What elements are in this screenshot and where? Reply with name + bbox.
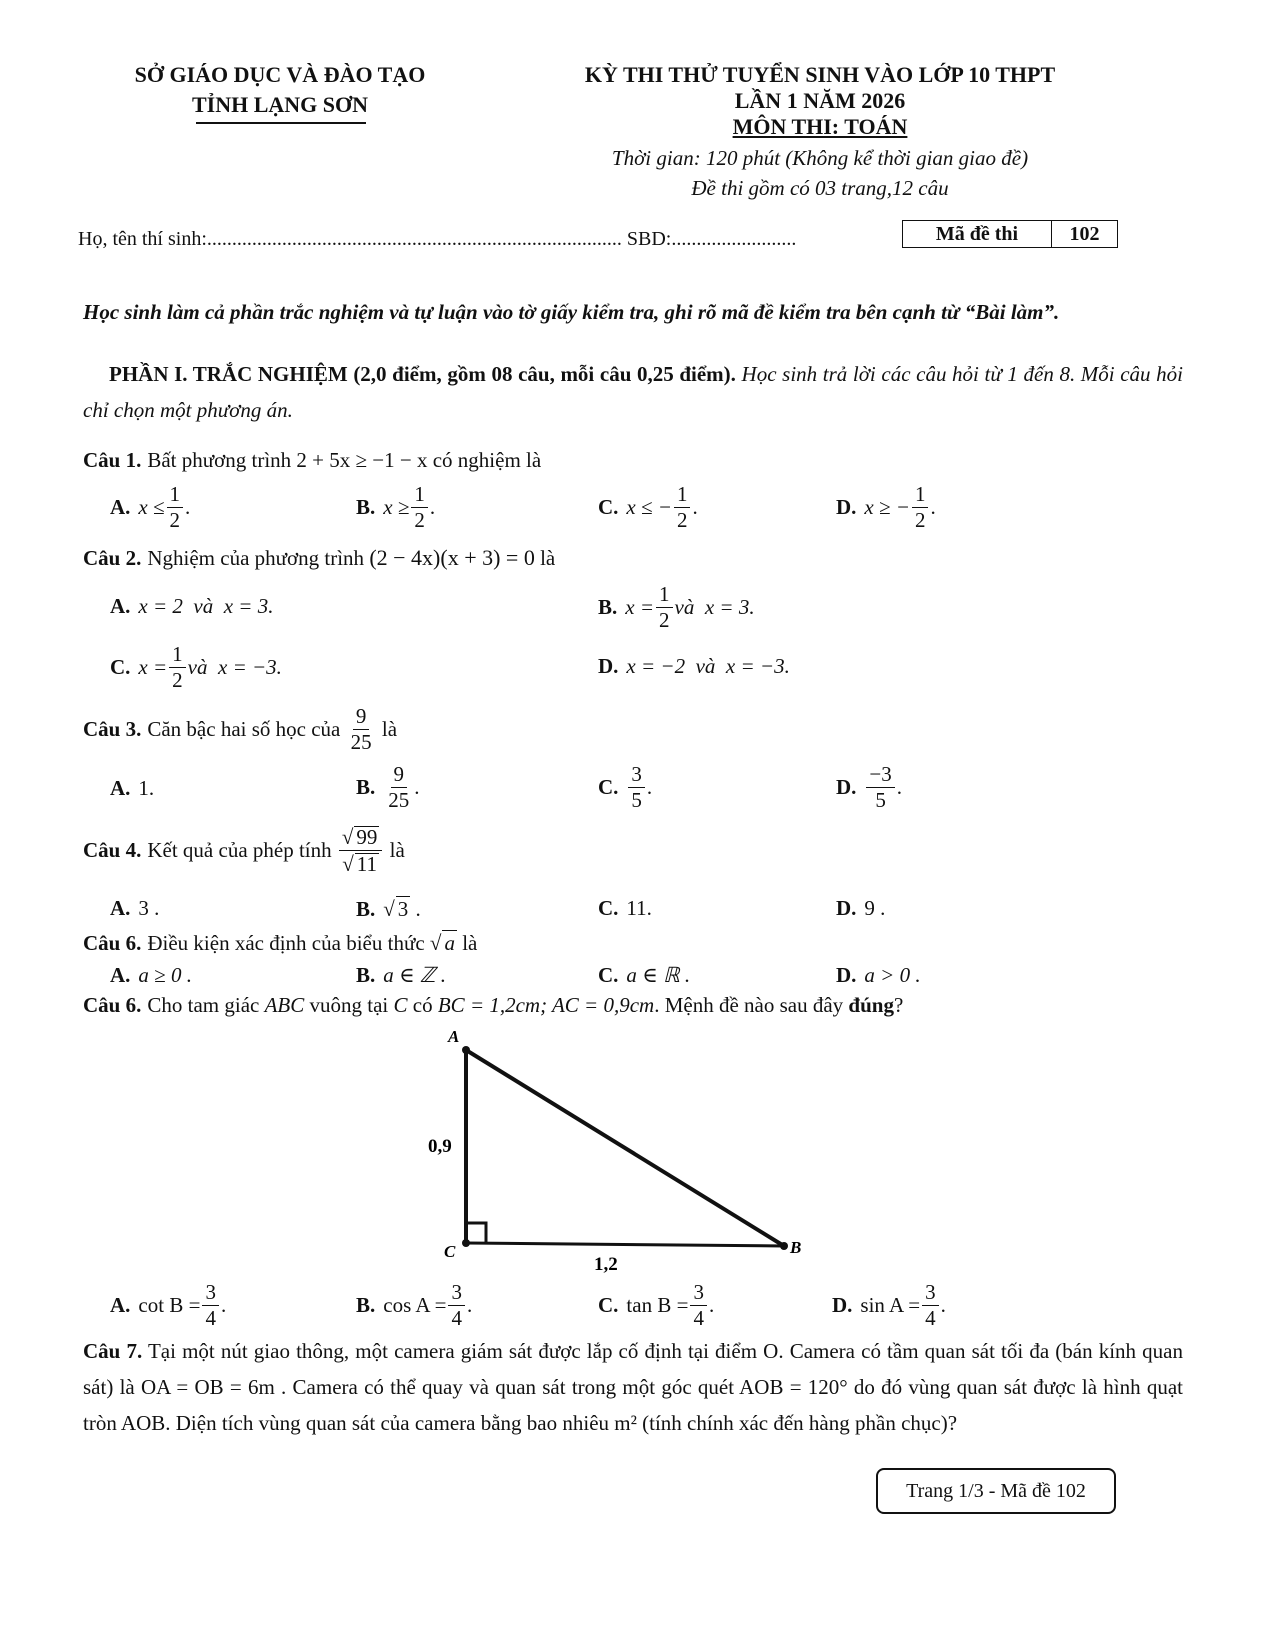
question-4: [83, 826, 405, 875]
option-label: C.: [598, 896, 619, 920]
option-pre: x =: [625, 595, 655, 619]
option-label: A.: [110, 896, 131, 920]
q3-option-c[interactable]: C. $\frac{3}{5}$ .: [598, 762, 653, 812]
q4-option-b[interactable]: B. √ 3 .: [356, 896, 421, 921]
denominator: 4: [451, 1306, 462, 1330]
question-tail: là: [462, 930, 478, 955]
denominator: 4: [205, 1306, 216, 1330]
name-field[interactable]: ...................................................................................: [206, 228, 622, 250]
question-expr: 2 + 5x ≥ −1 − x: [296, 448, 428, 472]
option-label: B.: [356, 775, 376, 799]
label-ac-length: 0,9: [428, 1136, 452, 1157]
q4-option-a[interactable]: [110, 896, 159, 921]
option-fn: tan B =: [626, 1293, 689, 1317]
q4-option-c[interactable]: [598, 896, 652, 921]
numerator: 9: [391, 764, 408, 788]
denominator: 2: [169, 508, 181, 532]
label-b: B: [790, 1238, 802, 1257]
denominator: 2: [914, 508, 926, 532]
part1-note: Học sinh trả lời các câu hỏi từ 1 đến 8. Mỗi câu hỏi chỉ chọn một phương án.: [83, 362, 1184, 422]
question-text: vuông tại: [309, 993, 389, 1017]
option-label: A.: [110, 776, 131, 800]
numerator: 3: [628, 764, 645, 788]
option-label: C.: [598, 963, 619, 987]
denominator: √ 11: [342, 852, 378, 876]
question-text: Nghiệm của phương trình: [147, 545, 365, 570]
numerator: √ 99: [339, 826, 383, 851]
option-post: và x = 3.: [674, 595, 755, 619]
option-text: 9 .: [864, 896, 886, 920]
numerator: 1: [912, 484, 929, 508]
numerator: 1: [169, 644, 186, 668]
side-ab: [466, 1050, 784, 1246]
q1-option-d[interactable]: D. x ≥ − $\frac{1}{2}$ .: [836, 482, 936, 532]
denominator: 2: [172, 668, 183, 692]
question-text: Bất phương trình: [147, 448, 292, 472]
question-text: Điều kiện xác định của biểu thức: [147, 930, 425, 955]
radicand: 3: [397, 897, 409, 921]
exam-code-label: Mã đề thi: [903, 221, 1052, 247]
q6-option-c[interactable]: C. tan B = $\frac{3}{4}$ .: [598, 1280, 715, 1330]
vertex-name: C: [393, 993, 408, 1017]
question-number: Câu 4.: [83, 838, 142, 862]
option-label: D.: [832, 1293, 853, 1317]
numerator: −3: [866, 764, 894, 788]
option-label: D.: [836, 896, 857, 920]
option-pre: x =: [138, 655, 168, 679]
question-tail: là: [540, 545, 556, 570]
question-5: Câu 6. Điều kiện xác định của biểu thức √ a là: [83, 930, 478, 955]
option-rel: x ≤ −: [626, 495, 672, 519]
fraction: [385, 764, 412, 811]
question-1: [83, 448, 541, 473]
option-label: D.: [836, 963, 857, 987]
fraction: [339, 826, 383, 875]
option-label: B.: [598, 595, 618, 619]
q3-option-d[interactable]: D. $\frac{-3}{5}$ .: [836, 762, 903, 812]
fraction: [690, 1282, 707, 1329]
point-b: [780, 1242, 788, 1250]
q1-option-a[interactable]: A. x ≤ $\frac{1}{2}$ .: [110, 482, 191, 532]
q2-option-d[interactable]: [598, 654, 790, 679]
q6-option-d[interactable]: D. sin A = $\frac{3}{4}$ .: [832, 1280, 946, 1330]
option-text: a ∈ ℤ .: [383, 963, 446, 987]
exam-round: LẦN 1 NĂM 2026: [734, 88, 906, 113]
instructions: Học sinh làm cả phần trắc nghiệm và tự luận vào tờ giấy kiểm tra, ghi rõ mã đề kiểm tra bên cạnh từ “Bài làm”.: [83, 300, 1060, 324]
fraction: [411, 484, 428, 531]
page-footer: Trang 1/3 - Mã đề 102: [876, 1468, 1116, 1514]
label-a: A: [448, 1027, 460, 1046]
option-text: x = 2 và x = 3.: [138, 594, 274, 618]
option-label: C.: [598, 495, 619, 519]
numerator: 1: [167, 484, 184, 508]
option-label: A.: [110, 594, 131, 618]
denominator: 2: [659, 608, 670, 632]
fraction: [448, 1282, 465, 1329]
option-label: B.: [356, 896, 376, 921]
numerator: 3: [448, 1282, 465, 1306]
numerator: 3: [202, 1282, 219, 1306]
option-label: D.: [836, 495, 857, 519]
point-a: [462, 1046, 470, 1054]
q6-option-a[interactable]: A. cot B = $\frac{3}{4}$ .: [110, 1280, 227, 1330]
denominator: 4: [925, 1306, 936, 1330]
denominator: 4: [693, 1306, 704, 1330]
exam-code-box: [902, 220, 1118, 248]
q2-option-a[interactable]: [110, 594, 273, 619]
option-label: C.: [598, 1293, 619, 1317]
numerator: 3: [690, 1282, 707, 1306]
denominator: 2: [676, 508, 688, 532]
question-3: [83, 706, 397, 753]
q1-option-b[interactable]: B. x ≥ $\frac{1}{2}$ .: [356, 482, 436, 532]
point-c: [462, 1239, 470, 1247]
q3-option-b[interactable]: B. $\frac{9}{25}$ .: [356, 762, 420, 812]
numerator: 3: [922, 1282, 939, 1306]
fraction: [866, 764, 894, 811]
option-rel: x ≥: [383, 495, 410, 519]
option-text: 11.: [626, 896, 652, 920]
exam-subject: [520, 114, 1120, 140]
question-tail: là: [381, 717, 398, 741]
question-tail: là: [389, 838, 405, 862]
fraction: [169, 644, 186, 691]
option-rel: x ≤: [138, 495, 165, 519]
radicand: a: [444, 931, 455, 955]
q6-option-b[interactable]: B. cos A = $\frac{3}{4}$ .: [356, 1280, 473, 1330]
option-label: A.: [110, 963, 131, 987]
q3-option-a[interactable]: [110, 776, 154, 801]
fraction: [628, 764, 645, 811]
q2-option-b[interactable]: [598, 584, 755, 631]
sbd-field[interactable]: .........................: [671, 228, 797, 250]
fraction: [656, 584, 673, 631]
part1-heading: [83, 356, 1183, 428]
option-label: D.: [598, 654, 619, 678]
q5-option-c[interactable]: [598, 963, 690, 988]
q5-option-a[interactable]: [110, 963, 192, 988]
option-text: a ≥ 0 .: [138, 963, 192, 987]
q1-option-c[interactable]: C. x ≤ − $\frac{1}{2}$ .: [598, 482, 698, 532]
label-c: C: [444, 1242, 456, 1261]
question-number: Câu 3.: [83, 717, 142, 741]
province-name: TỈNH LẠNG SƠN: [191, 92, 369, 117]
question-2: [83, 545, 555, 571]
q5-option-d[interactable]: [836, 963, 921, 988]
fraction: [674, 484, 691, 531]
exam-code-value: 102: [1069, 223, 1100, 245]
denominator: 25: [350, 730, 372, 754]
option-fn: cos A =: [383, 1293, 447, 1317]
exam-title: KỲ THI THỬ TUYỂN SINH VÀO LỚP 10 THPT: [584, 62, 1056, 87]
header-underline: [196, 122, 366, 124]
question-emphasis: đúng: [848, 993, 894, 1017]
option-label: B.: [356, 963, 376, 987]
question-expr: (2 − 4x)(x + 3) = 0: [369, 545, 535, 570]
option-fn: cot B =: [138, 1293, 201, 1317]
option-text: 3 .: [138, 896, 160, 920]
option-post: và x = −3.: [187, 655, 282, 679]
question-text: Căn bậc hai số học của: [147, 717, 341, 741]
option-label: C.: [598, 775, 619, 799]
sbd-label: SBD:: [626, 228, 672, 250]
option-rel: x ≥ −: [864, 495, 910, 519]
question-number: Câu 6.: [83, 930, 142, 955]
question-mark: ?: [893, 993, 904, 1017]
triangle-figure: [400, 1020, 840, 1290]
option-label: A.: [110, 495, 131, 519]
option-text: a ∈ ℝ .: [626, 963, 691, 987]
denominator: 2: [414, 508, 425, 532]
fraction: [348, 706, 375, 753]
subject-text: MÔN THI: TOÁN: [732, 114, 908, 139]
triangle-name: ABC: [264, 993, 305, 1017]
fraction: [912, 484, 929, 531]
denominator: 5: [631, 788, 642, 812]
radicand: 11: [356, 852, 378, 876]
question-number: Câu 1.: [83, 448, 142, 472]
question-number: Câu 2.: [83, 545, 142, 570]
question-text: . Mệnh đề nào sau đây: [654, 993, 844, 1017]
numerator: 1: [674, 484, 691, 508]
question-text: Tại một nút giao thông, một camera giám sát được lắp cố định tại điểm O. Camera có tầm quan sát tối đa (bán kính quan sát) là OA = OB = 6m . Camera có thể quay và quan sát trong một góc quét AOB = 120° do đó vùng quan sát được là hình quạt tròn AOB. Diện tích vùng quan sát của camera bằng bao nhiêu m² (tính chính xác đến hàng phần chục)?: [83, 1339, 1183, 1435]
exam-time: Thời gian: 120 phút (Không kể thời gian giao đề): [611, 146, 1029, 170]
numerator: 9: [353, 706, 370, 730]
option-text: 1.: [138, 776, 155, 800]
fraction: [202, 1282, 219, 1329]
department-name: SỞ GIÁO DỤC VÀ ĐÀO TẠO: [134, 62, 426, 87]
question-text: có: [412, 993, 433, 1017]
right-angle-mark: [466, 1223, 486, 1243]
question-6: [83, 993, 903, 1018]
question-text: Kết quả của phép tính: [147, 838, 332, 862]
numerator: 1: [656, 584, 673, 608]
q5-option-b[interactable]: [356, 963, 446, 988]
exam-pages-info: Đề thi gồm có 03 trang,12 câu: [691, 176, 949, 200]
q2-option-c[interactable]: [110, 644, 282, 691]
option-fn: sin A =: [860, 1293, 921, 1317]
question-tail: có nghiệm là: [432, 448, 542, 472]
option-label: C.: [110, 655, 131, 679]
part1-title: PHẦN I. TRẮC NGHIỆM (2,0 điểm, gồm 08 câu, mỗi câu 0,25 điểm).: [109, 362, 736, 386]
option-label: B.: [356, 1293, 376, 1317]
question-number: Câu 6.: [83, 993, 142, 1017]
question-7: [83, 1333, 1183, 1441]
denominator: 5: [875, 788, 886, 812]
radicand: 99: [356, 825, 378, 849]
label-cb-length: 1,2: [594, 1254, 618, 1275]
question-number: Câu 7.: [83, 1339, 143, 1363]
option-text: a > 0 .: [864, 963, 921, 987]
fraction: [922, 1282, 939, 1329]
option-text: x = −2 và x = −3.: [626, 654, 790, 678]
question-text: Cho tam giác: [147, 993, 260, 1017]
name-label: Họ, tên thí sinh:: [78, 228, 207, 250]
side-cb: [466, 1243, 784, 1246]
numerator: 1: [411, 484, 428, 508]
option-label: A.: [110, 1293, 131, 1317]
option-label: B.: [356, 495, 376, 519]
denominator: 25: [388, 788, 410, 812]
fraction: [167, 484, 184, 531]
question-condition: BC = 1,2cm; AC = 0,9cm: [437, 993, 655, 1017]
option-label: D.: [836, 775, 857, 799]
q4-option-d[interactable]: [836, 896, 885, 921]
candidate-info: [78, 228, 796, 251]
